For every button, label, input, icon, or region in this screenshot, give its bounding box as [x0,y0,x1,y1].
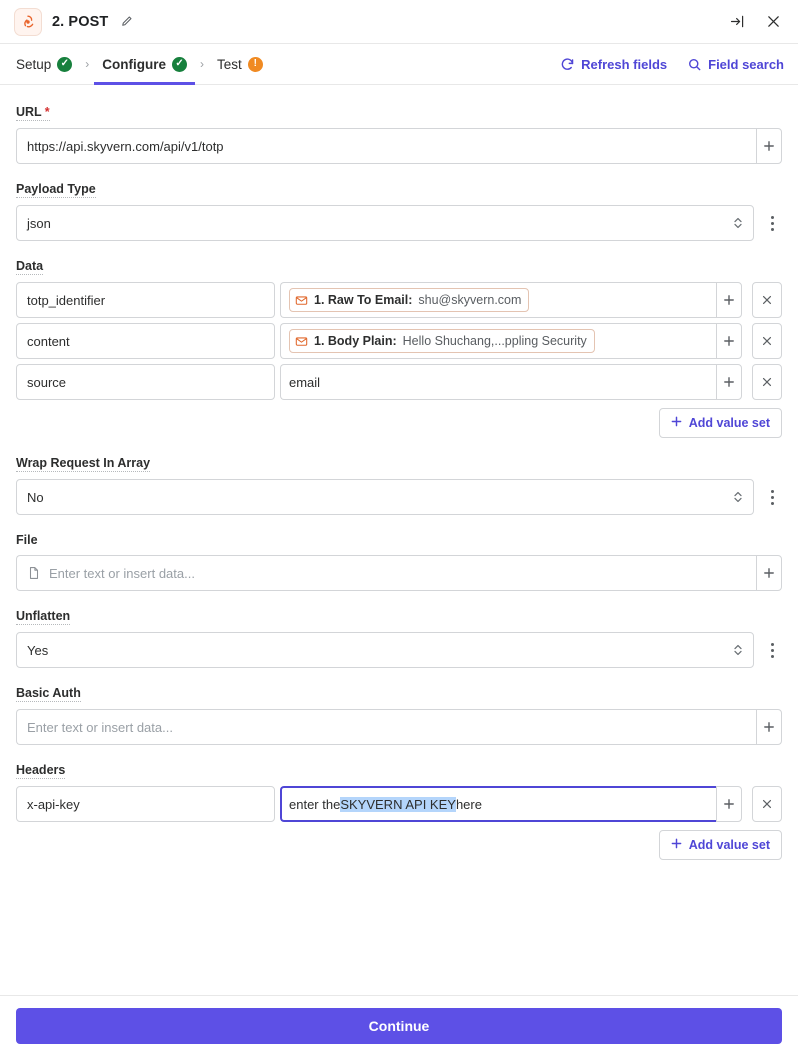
tab-test-status-badge: ! [248,57,263,72]
headers-key-value: x-api-key [27,796,80,812]
titlebar-actions [726,11,784,33]
data-remove-row-button[interactable] [752,282,782,318]
url-required-mark: * [44,105,50,119]
email-icon [295,294,308,307]
data-remove-row-button[interactable] [752,323,782,359]
field-url [16,103,782,164]
tab-setup-label: Setup [16,56,52,72]
pencil-icon[interactable] [116,12,136,32]
data-value-input[interactable] [280,282,716,318]
data-token[interactable] [289,329,595,353]
data-token-label: 1. Body Plain: [314,334,397,348]
data-token-label: 1. Raw To Email: [314,293,413,307]
headers-value-selected-text: SKYVERN API KEY [340,796,456,812]
data-remove-row-button[interactable] [752,364,782,400]
tab-configure-status-badge: ✓ [172,57,187,72]
refresh-icon [560,57,575,72]
step-separator: › [200,57,205,71]
headers-value-input[interactable] [280,786,716,822]
data-key-value: content [27,333,70,349]
headers-value-prefix: enter the [289,796,341,812]
file-placeholder: Enter text or insert data... [49,565,195,581]
zapier-webhooks-icon [14,8,42,36]
data-value-input[interactable] [280,323,716,359]
tab-setup[interactable] [14,44,74,85]
url-value: https://api.skyvern.com/api/v1/totp [27,138,224,154]
email-icon [295,335,308,348]
field-file [16,531,782,591]
footer [0,995,798,1058]
field-wrap-request-in-array [16,454,782,515]
data-row [16,364,782,400]
headers-remove-row-button[interactable] [752,786,782,822]
collapse-panel-icon[interactable] [726,11,748,33]
basic-auth-input[interactable] [16,709,756,745]
field-data [16,257,782,438]
chevron-updown-icon [733,490,743,504]
tab-test[interactable] [215,44,265,85]
unflatten-label: Unflatten [16,609,71,623]
headers-label: Headers [16,763,66,777]
data-key-value: source [27,374,67,390]
unflatten-value: Yes [27,642,49,658]
headers-insert-data-button[interactable] [716,786,742,822]
field-unflatten [16,607,782,668]
file-insert-data-button[interactable] [756,555,782,591]
url-insert-data-button[interactable] [756,128,782,164]
continue-button[interactable]: Continue [16,1008,782,1044]
wrap-request-label: Wrap Request In Array [16,456,151,470]
data-plain-value: email [289,374,321,390]
data-token[interactable] [289,288,529,312]
search-icon [687,57,702,72]
configure-form [0,85,798,995]
wrap-request-select[interactable] [16,479,754,515]
payload-type-label: Payload Type [16,182,96,196]
url-label [16,105,50,121]
payload-type-select[interactable] [16,205,754,241]
field-search-label: Field search [708,56,784,72]
url-input[interactable] [16,128,756,164]
refresh-fields-label: Refresh fields [581,56,668,72]
headers-add-value-set-label: Add value set [688,838,770,852]
data-key-input[interactable] [16,364,275,400]
data-add-value-set-button[interactable] [659,408,782,438]
data-row [16,282,782,318]
wrap-request-options-button[interactable] [762,479,782,515]
field-headers [16,761,782,860]
tab-test-label: Test [217,56,242,72]
titlebar [0,0,798,44]
data-insert-data-button[interactable] [716,323,742,359]
step-actions [560,57,784,72]
data-insert-data-button[interactable] [716,364,742,400]
data-add-value-set-label: Add value set [688,416,770,430]
headers-add-value-set-button[interactable] [659,830,782,860]
data-label: Data [16,259,44,273]
page-title: 2. POST [52,13,109,30]
wrap-request-value: No [27,489,44,505]
document-icon [27,566,41,580]
step-separator: › [85,57,90,71]
data-key-input[interactable] [16,323,275,359]
data-row [16,323,782,359]
chevron-updown-icon [733,216,743,230]
headers-key-input[interactable] [16,786,275,822]
data-key-value: totp_identifier [27,292,106,308]
plus-icon [671,838,682,852]
tab-configure[interactable] [100,44,189,85]
basic-auth-placeholder: Enter text or insert data... [27,719,173,735]
tab-configure-label: Configure [102,56,167,72]
data-token-value: Hello Shuchang,...ppling Security [402,334,587,348]
data-key-input[interactable] [16,282,275,318]
headers-value-suffix: here [455,796,482,812]
field-search-button[interactable] [687,57,784,72]
field-payload-type [16,180,782,241]
payload-type-value: json [27,215,51,231]
file-input[interactable] [16,555,756,591]
unflatten-select[interactable] [16,632,754,668]
data-token-value: shu@skyvern.com [418,293,522,307]
refresh-fields-button[interactable] [560,57,667,72]
plus-icon [671,416,682,430]
url-label-text: URL [16,105,42,119]
unflatten-options-button[interactable] [762,632,782,668]
tab-setup-status-badge: ✓ [57,57,72,72]
step-tabs [0,44,798,85]
data-value-input[interactable] [280,364,716,400]
chevron-updown-icon [733,643,743,657]
data-insert-data-button[interactable] [716,282,742,318]
headers-row [16,786,782,822]
basic-auth-label: Basic Auth [16,686,81,700]
field-basic-auth [16,684,782,745]
payload-type-options-button[interactable] [762,205,782,241]
basic-auth-insert-data-button[interactable] [756,709,782,745]
file-label: File [16,533,38,547]
close-icon[interactable] [762,11,784,33]
